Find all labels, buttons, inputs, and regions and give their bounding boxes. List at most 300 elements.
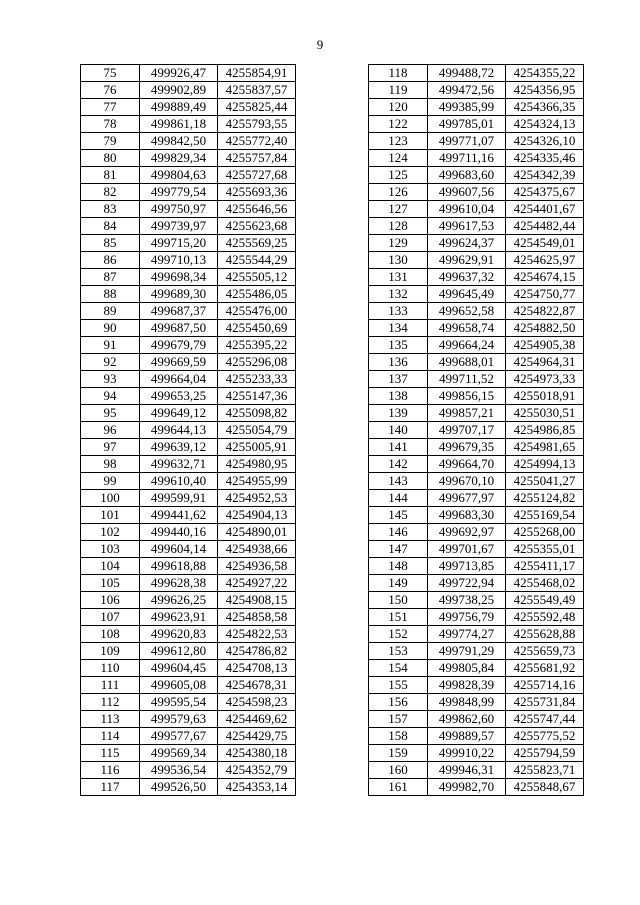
point-number-cell: 76 — [81, 82, 140, 99]
point-number-cell: 105 — [81, 575, 140, 592]
point-number-cell: 87 — [81, 269, 140, 286]
x-coordinate-cell: 499607,56 — [428, 184, 506, 201]
y-coordinate-cell: 4254964,31 — [506, 354, 584, 371]
table-row — [369, 116, 584, 133]
point-number-cell: 119 — [369, 82, 428, 99]
point-number-cell: 123 — [369, 133, 428, 150]
point-number-cell: 149 — [369, 575, 428, 592]
point-number-cell: 116 — [81, 762, 140, 779]
y-coordinate-cell: 4254858,58 — [218, 609, 296, 626]
x-coordinate-cell: 499649,12 — [140, 405, 218, 422]
table-row — [369, 65, 584, 82]
y-coordinate-cell: 4255714,16 — [506, 677, 584, 694]
point-number-cell: 134 — [369, 320, 428, 337]
y-coordinate-cell: 4254401,67 — [506, 201, 584, 218]
table-row — [369, 218, 584, 235]
point-number-cell: 158 — [369, 728, 428, 745]
point-number-cell: 91 — [81, 337, 140, 354]
table-row — [81, 626, 296, 643]
y-coordinate-cell: 4255124,82 — [506, 490, 584, 507]
x-coordinate-cell: 499842,50 — [140, 133, 218, 150]
point-number-cell: 79 — [81, 133, 140, 150]
y-coordinate-cell: 4254882,50 — [506, 320, 584, 337]
table-row — [369, 82, 584, 99]
point-number-cell: 93 — [81, 371, 140, 388]
x-coordinate-cell: 499645,49 — [428, 286, 506, 303]
y-coordinate-cell: 4255476,00 — [218, 303, 296, 320]
table-row — [369, 184, 584, 201]
point-number-cell: 120 — [369, 99, 428, 116]
point-number-cell: 85 — [81, 235, 140, 252]
point-number-cell: 101 — [81, 507, 140, 524]
table-row — [81, 65, 296, 82]
point-number-cell: 112 — [81, 694, 140, 711]
y-coordinate-cell: 4254598,23 — [218, 694, 296, 711]
y-coordinate-cell: 4254674,15 — [506, 269, 584, 286]
table-row — [81, 184, 296, 201]
y-coordinate-cell: 4255468,02 — [506, 575, 584, 592]
point-number-cell: 127 — [369, 201, 428, 218]
table-row — [369, 473, 584, 490]
x-coordinate-cell: 499856,15 — [428, 388, 506, 405]
table-row — [369, 541, 584, 558]
table-row — [369, 269, 584, 286]
point-number-cell: 100 — [81, 490, 140, 507]
x-coordinate-cell: 499595,54 — [140, 694, 218, 711]
x-coordinate-cell: 499604,45 — [140, 660, 218, 677]
x-coordinate-cell: 499628,38 — [140, 575, 218, 592]
y-coordinate-cell: 4255233,33 — [218, 371, 296, 388]
x-coordinate-cell: 499629,91 — [428, 252, 506, 269]
table-row — [369, 405, 584, 422]
x-coordinate-cell: 499639,12 — [140, 439, 218, 456]
point-number-cell: 132 — [369, 286, 428, 303]
y-coordinate-cell: 4254908,15 — [218, 592, 296, 609]
table-row — [81, 337, 296, 354]
y-coordinate-cell: 4255147,36 — [218, 388, 296, 405]
x-coordinate-cell: 499632,71 — [140, 456, 218, 473]
x-coordinate-cell: 499683,60 — [428, 167, 506, 184]
point-number-cell: 159 — [369, 745, 428, 762]
y-coordinate-cell: 4255569,25 — [218, 235, 296, 252]
y-coordinate-cell: 4254708,13 — [218, 660, 296, 677]
table-row — [369, 592, 584, 609]
table-row — [369, 575, 584, 592]
table-row — [81, 133, 296, 150]
y-coordinate-cell: 4254625,97 — [506, 252, 584, 269]
point-number-cell: 78 — [81, 116, 140, 133]
y-coordinate-cell: 4254986,85 — [506, 422, 584, 439]
table-row — [369, 354, 584, 371]
x-coordinate-cell: 499488,72 — [428, 65, 506, 82]
x-coordinate-cell: 499441,62 — [140, 507, 218, 524]
y-coordinate-cell: 4255450,69 — [218, 320, 296, 337]
point-number-cell: 113 — [81, 711, 140, 728]
y-coordinate-cell: 4255772,40 — [218, 133, 296, 150]
y-coordinate-cell: 4255848,67 — [506, 779, 584, 796]
table-row — [81, 286, 296, 303]
y-coordinate-cell: 4255592,48 — [506, 609, 584, 626]
x-coordinate-cell: 499750,97 — [140, 201, 218, 218]
y-coordinate-cell: 4254822,53 — [218, 626, 296, 643]
table-row — [81, 354, 296, 371]
y-coordinate-cell: 4254353,14 — [218, 779, 296, 796]
y-coordinate-cell: 4254549,01 — [506, 235, 584, 252]
point-number-cell: 94 — [81, 388, 140, 405]
y-coordinate-cell: 4254380,18 — [218, 745, 296, 762]
point-number-cell: 155 — [369, 677, 428, 694]
point-number-cell: 114 — [81, 728, 140, 745]
x-coordinate-cell: 499946,31 — [428, 762, 506, 779]
table-row — [369, 677, 584, 694]
x-coordinate-cell: 499617,53 — [428, 218, 506, 235]
point-number-cell: 142 — [369, 456, 428, 473]
table-row — [81, 320, 296, 337]
y-coordinate-cell: 4254326,10 — [506, 133, 584, 150]
x-coordinate-cell: 499526,50 — [140, 779, 218, 796]
point-number-cell: 106 — [81, 592, 140, 609]
x-coordinate-cell: 499385,99 — [428, 99, 506, 116]
x-coordinate-cell: 499664,24 — [428, 337, 506, 354]
point-number-cell: 90 — [81, 320, 140, 337]
x-coordinate-cell: 499618,88 — [140, 558, 218, 575]
point-number-cell: 125 — [369, 167, 428, 184]
point-number-cell: 154 — [369, 660, 428, 677]
point-number-cell: 136 — [369, 354, 428, 371]
point-number-cell: 103 — [81, 541, 140, 558]
x-coordinate-cell: 499440,16 — [140, 524, 218, 541]
point-number-cell: 141 — [369, 439, 428, 456]
y-coordinate-cell: 4255825,44 — [218, 99, 296, 116]
table-row — [369, 745, 584, 762]
y-coordinate-cell: 4255268,00 — [506, 524, 584, 541]
point-number-cell: 144 — [369, 490, 428, 507]
table-row — [369, 422, 584, 439]
y-coordinate-cell: 4255054,79 — [218, 422, 296, 439]
point-number-cell: 111 — [81, 677, 140, 694]
table-row — [81, 456, 296, 473]
point-number-cell: 104 — [81, 558, 140, 575]
x-coordinate-cell: 499738,25 — [428, 592, 506, 609]
table-row — [81, 779, 296, 796]
point-number-cell: 84 — [81, 218, 140, 235]
x-coordinate-cell: 499599,91 — [140, 490, 218, 507]
y-coordinate-cell: 4254678,31 — [218, 677, 296, 694]
point-number-cell: 161 — [369, 779, 428, 796]
point-number-cell: 97 — [81, 439, 140, 456]
point-number-cell: 110 — [81, 660, 140, 677]
x-coordinate-cell: 499620,83 — [140, 626, 218, 643]
point-number-cell: 109 — [81, 643, 140, 660]
table-row — [81, 82, 296, 99]
y-coordinate-cell: 4255041,27 — [506, 473, 584, 490]
point-number-cell: 152 — [369, 626, 428, 643]
x-coordinate-cell: 499804,63 — [140, 167, 218, 184]
y-coordinate-cell: 4254927,22 — [218, 575, 296, 592]
x-coordinate-cell: 499624,37 — [428, 235, 506, 252]
point-number-cell: 146 — [369, 524, 428, 541]
x-coordinate-cell: 499861,18 — [140, 116, 218, 133]
point-number-cell: 153 — [369, 643, 428, 660]
y-coordinate-cell: 4254822,87 — [506, 303, 584, 320]
table-row — [369, 694, 584, 711]
y-coordinate-cell: 4254786,82 — [218, 643, 296, 660]
table-row — [369, 337, 584, 354]
point-number-cell: 151 — [369, 609, 428, 626]
point-number-cell: 98 — [81, 456, 140, 473]
x-coordinate-cell: 499710,13 — [140, 252, 218, 269]
x-coordinate-cell: 499889,49 — [140, 99, 218, 116]
y-coordinate-cell: 4254429,75 — [218, 728, 296, 745]
table-row — [81, 558, 296, 575]
y-coordinate-cell: 4255793,55 — [218, 116, 296, 133]
point-number-cell: 129 — [369, 235, 428, 252]
point-number-cell: 137 — [369, 371, 428, 388]
table-row — [81, 116, 296, 133]
point-number-cell: 77 — [81, 99, 140, 116]
table-row — [81, 524, 296, 541]
point-number-cell: 96 — [81, 422, 140, 439]
x-coordinate-cell: 499982,70 — [428, 779, 506, 796]
y-coordinate-cell: 4255628,88 — [506, 626, 584, 643]
point-number-cell: 80 — [81, 150, 140, 167]
point-number-cell: 131 — [369, 269, 428, 286]
x-coordinate-cell: 499626,25 — [140, 592, 218, 609]
point-number-cell: 148 — [369, 558, 428, 575]
table-row — [369, 643, 584, 660]
table-row — [81, 575, 296, 592]
x-coordinate-cell: 499605,08 — [140, 677, 218, 694]
y-coordinate-cell: 4254938,66 — [218, 541, 296, 558]
x-coordinate-cell: 499722,94 — [428, 575, 506, 592]
y-coordinate-cell: 4255659,73 — [506, 643, 584, 660]
table-row — [81, 439, 296, 456]
x-coordinate-cell: 499707,17 — [428, 422, 506, 439]
x-coordinate-cell: 499689,30 — [140, 286, 218, 303]
point-number-cell: 102 — [81, 524, 140, 541]
x-coordinate-cell: 499756,79 — [428, 609, 506, 626]
y-coordinate-cell: 4255693,36 — [218, 184, 296, 201]
point-number-cell: 118 — [369, 65, 428, 82]
table-row — [81, 150, 296, 167]
table-row — [81, 541, 296, 558]
x-coordinate-cell: 499715,20 — [140, 235, 218, 252]
y-coordinate-cell: 4255411,17 — [506, 558, 584, 575]
y-coordinate-cell: 4255395,22 — [218, 337, 296, 354]
point-number-cell: 89 — [81, 303, 140, 320]
y-coordinate-cell: 4255757,84 — [218, 150, 296, 167]
point-number-cell: 156 — [369, 694, 428, 711]
coordinates-table-right — [368, 64, 584, 796]
point-number-cell: 150 — [369, 592, 428, 609]
table-row — [81, 303, 296, 320]
y-coordinate-cell: 4254352,79 — [218, 762, 296, 779]
point-number-cell: 133 — [369, 303, 428, 320]
x-coordinate-cell: 499848,99 — [428, 694, 506, 711]
y-coordinate-cell: 4254469,62 — [218, 711, 296, 728]
y-coordinate-cell: 4255681,92 — [506, 660, 584, 677]
point-number-cell: 145 — [369, 507, 428, 524]
table-row — [369, 507, 584, 524]
y-coordinate-cell: 4255727,68 — [218, 167, 296, 184]
y-coordinate-cell: 4255731,84 — [506, 694, 584, 711]
y-coordinate-cell: 4254980,95 — [218, 456, 296, 473]
table-row — [369, 490, 584, 507]
x-coordinate-cell: 499644,13 — [140, 422, 218, 439]
point-number-cell: 115 — [81, 745, 140, 762]
table-row — [81, 490, 296, 507]
x-coordinate-cell: 499688,01 — [428, 354, 506, 371]
y-coordinate-cell: 4255005,91 — [218, 439, 296, 456]
page-number: 9 — [316, 37, 324, 52]
x-coordinate-cell: 499569,34 — [140, 745, 218, 762]
table-row — [369, 371, 584, 388]
y-coordinate-cell: 4254936,58 — [218, 558, 296, 575]
table-row — [369, 609, 584, 626]
x-coordinate-cell: 499805,84 — [428, 660, 506, 677]
table-row — [81, 201, 296, 218]
y-coordinate-cell: 4254342,39 — [506, 167, 584, 184]
x-coordinate-cell: 499664,04 — [140, 371, 218, 388]
y-coordinate-cell: 4254355,22 — [506, 65, 584, 82]
point-number-cell: 157 — [369, 711, 428, 728]
table-row — [81, 660, 296, 677]
x-coordinate-cell: 499857,21 — [428, 405, 506, 422]
table-row — [81, 388, 296, 405]
table-row — [81, 473, 296, 490]
x-coordinate-cell: 499771,07 — [428, 133, 506, 150]
point-number-cell: 140 — [369, 422, 428, 439]
x-coordinate-cell: 499679,79 — [140, 337, 218, 354]
table-row — [369, 99, 584, 116]
table-row — [369, 762, 584, 779]
x-coordinate-cell: 499677,97 — [428, 490, 506, 507]
x-coordinate-cell: 499683,30 — [428, 507, 506, 524]
table-row — [369, 660, 584, 677]
x-coordinate-cell: 499698,34 — [140, 269, 218, 286]
y-coordinate-cell: 4255505,12 — [218, 269, 296, 286]
x-coordinate-cell: 499658,74 — [428, 320, 506, 337]
x-coordinate-cell: 499692,97 — [428, 524, 506, 541]
point-number-cell: 95 — [81, 405, 140, 422]
y-coordinate-cell: 4254955,99 — [218, 473, 296, 490]
table-row — [369, 235, 584, 252]
table-row — [369, 133, 584, 150]
x-coordinate-cell: 499610,04 — [428, 201, 506, 218]
y-coordinate-cell: 4255775,52 — [506, 728, 584, 745]
x-coordinate-cell: 499669,59 — [140, 354, 218, 371]
point-number-cell: 108 — [81, 626, 140, 643]
y-coordinate-cell: 4254952,53 — [218, 490, 296, 507]
table-row — [369, 558, 584, 575]
x-coordinate-cell: 499862,60 — [428, 711, 506, 728]
point-number-cell: 122 — [369, 116, 428, 133]
table-row — [81, 371, 296, 388]
y-coordinate-cell: 4255823,71 — [506, 762, 584, 779]
y-coordinate-cell: 4254750,77 — [506, 286, 584, 303]
x-coordinate-cell: 499536,54 — [140, 762, 218, 779]
x-coordinate-cell: 499610,40 — [140, 473, 218, 490]
table-row — [81, 643, 296, 660]
table-row — [81, 252, 296, 269]
table-row — [81, 167, 296, 184]
y-coordinate-cell: 4255296,08 — [218, 354, 296, 371]
table-row — [369, 524, 584, 541]
y-coordinate-cell: 4254994,13 — [506, 456, 584, 473]
table-row — [369, 626, 584, 643]
x-coordinate-cell: 499889,57 — [428, 728, 506, 745]
point-number-cell: 88 — [81, 286, 140, 303]
y-coordinate-cell: 4255544,29 — [218, 252, 296, 269]
point-number-cell: 139 — [369, 405, 428, 422]
point-number-cell: 92 — [81, 354, 140, 371]
point-number-cell: 99 — [81, 473, 140, 490]
table-row — [81, 422, 296, 439]
y-coordinate-cell: 4255623,68 — [218, 218, 296, 235]
table-row — [81, 609, 296, 626]
x-coordinate-cell: 499604,14 — [140, 541, 218, 558]
table-row — [369, 728, 584, 745]
y-coordinate-cell: 4254324,13 — [506, 116, 584, 133]
x-coordinate-cell: 499739,97 — [140, 218, 218, 235]
table-row — [81, 728, 296, 745]
table-row — [81, 762, 296, 779]
y-coordinate-cell: 4255018,91 — [506, 388, 584, 405]
x-coordinate-cell: 499472,56 — [428, 82, 506, 99]
y-coordinate-cell: 4254981,65 — [506, 439, 584, 456]
point-number-cell: 160 — [369, 762, 428, 779]
table-row — [81, 218, 296, 235]
point-number-cell: 126 — [369, 184, 428, 201]
table-row — [369, 711, 584, 728]
x-coordinate-cell: 499779,54 — [140, 184, 218, 201]
y-coordinate-cell: 4254482,44 — [506, 218, 584, 235]
x-coordinate-cell: 499910,22 — [428, 745, 506, 762]
table-row — [369, 439, 584, 456]
point-number-cell: 143 — [369, 473, 428, 490]
table-row — [369, 286, 584, 303]
table-row — [81, 99, 296, 116]
y-coordinate-cell: 4255837,57 — [218, 82, 296, 99]
point-number-cell: 124 — [369, 150, 428, 167]
table-row — [81, 507, 296, 524]
x-coordinate-cell: 499670,10 — [428, 473, 506, 490]
y-coordinate-cell: 4255549,49 — [506, 592, 584, 609]
point-number-cell: 130 — [369, 252, 428, 269]
table-row — [81, 405, 296, 422]
table-row — [369, 201, 584, 218]
x-coordinate-cell: 499791,29 — [428, 643, 506, 660]
table-row — [81, 235, 296, 252]
x-coordinate-cell: 499612,80 — [140, 643, 218, 660]
point-number-cell: 82 — [81, 184, 140, 201]
point-number-cell: 107 — [81, 609, 140, 626]
point-number-cell: 117 — [81, 779, 140, 796]
table-row — [369, 167, 584, 184]
x-coordinate-cell: 499711,52 — [428, 371, 506, 388]
y-coordinate-cell: 4254890,01 — [218, 524, 296, 541]
x-coordinate-cell: 499679,35 — [428, 439, 506, 456]
table-row — [369, 150, 584, 167]
x-coordinate-cell: 499623,91 — [140, 609, 218, 626]
y-coordinate-cell: 4254366,35 — [506, 99, 584, 116]
y-coordinate-cell: 4255355,01 — [506, 541, 584, 558]
x-coordinate-cell: 499579,63 — [140, 711, 218, 728]
x-coordinate-cell: 499711,16 — [428, 150, 506, 167]
table-row — [369, 303, 584, 320]
y-coordinate-cell: 4255486,05 — [218, 286, 296, 303]
point-number-cell: 147 — [369, 541, 428, 558]
